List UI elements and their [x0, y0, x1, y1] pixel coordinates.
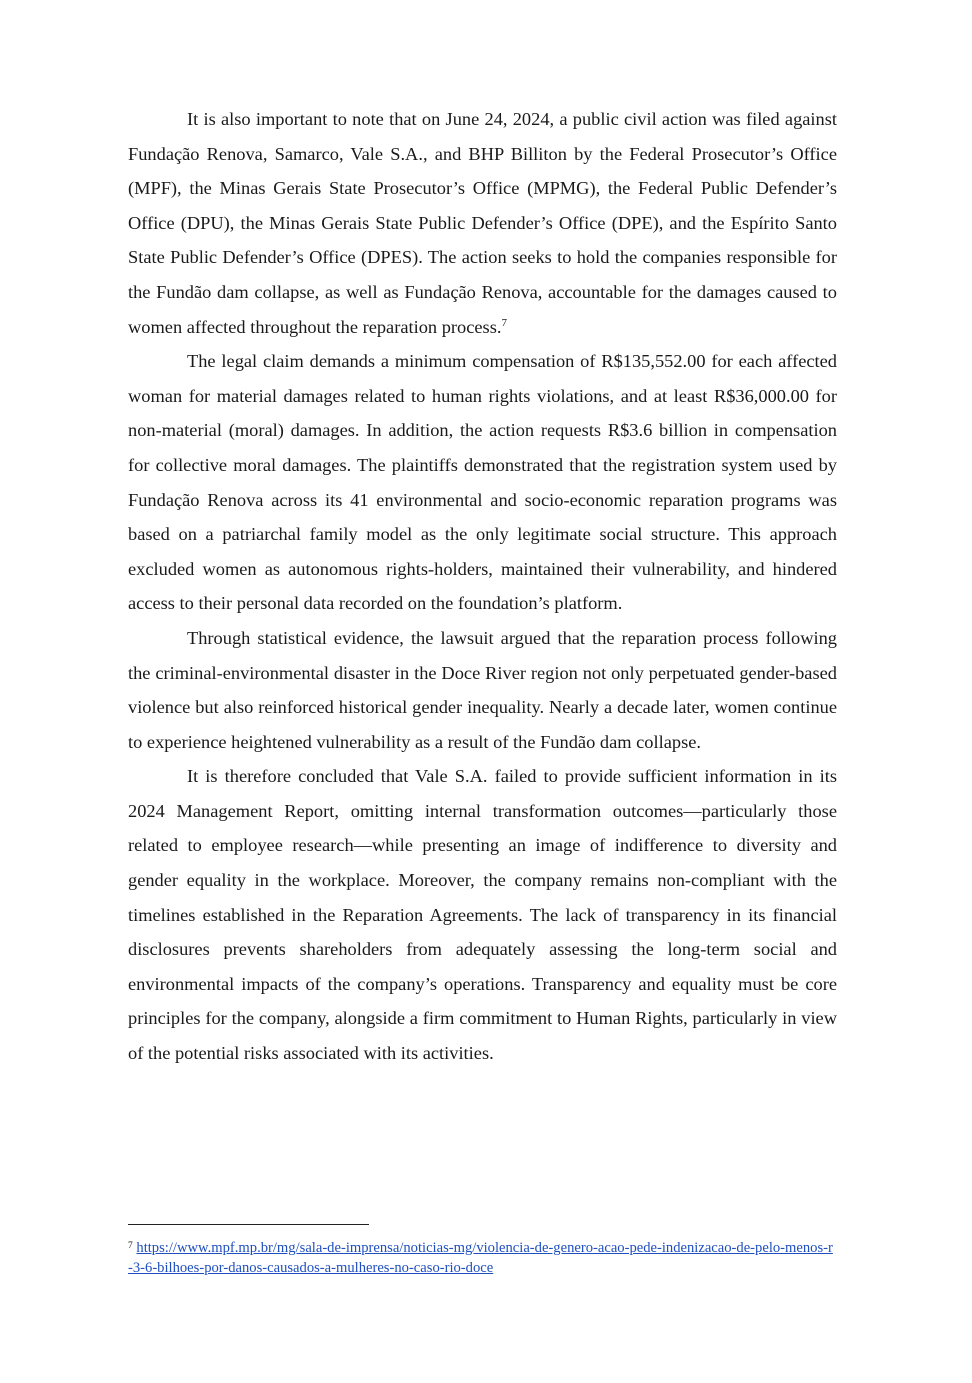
paragraph-public-civil-action	[128, 102, 837, 344]
paragraph-statistical-evidence: Through statistical evidence, the lawsuit argued that the reparation process following the criminal-environmental disaster in the Doce River region not only perpetuated gender-based violence but also reinforced historical gender inequality. Nearly a decade later, women continue to experience heightened vulnerability as a result of the Fundão dam collapse.	[128, 627, 837, 752]
footnote-link[interactable]: https://www.mpf.mp.br/mg/sala-de-imprensa/noticias-mg/violencia-de-genero-acao-pede-indenizacao-de-pelo-menos-r-3-6-bilhoes-por-danos-causados-a-mulheres-no-caso-rio-doce	[128, 1240, 833, 1276]
paragraph-text: It is also important to note that on June 24, 2024, a public civil action was filed against Fundação Renova, Samarco, Vale S.A., and BHP Billiton by the Federal Prosecutor’s Office (MPF), the Minas Gerais State Prosecutor’s Office (MPMG), the Federal Public Defender’s Office (DPU), the Minas Gerais State Public Defender’s Office (DPE), and the Espírito Santo State Public Defender’s Office (DPES). The action seeks to hold the companies responsible for the Fundão dam collapse, as well as Fundação Renova, accountable for the damages caused to women affected throughout the reparation process.	[128, 109, 837, 337]
paragraph-conclusion: It is therefore concluded that Vale S.A. failed to provide sufficient information in its 2024 Management Report, omitting internal transformation outcomes—particularly those related to employee research—while presenting an image of indifference to diversity and gender equality in the workplace. Moreover, the company remains non-compliant with the timelines established in the Reparation Agreements. The lack of transparency in its financial disclosures prevents shareholders from adequately assessing the long-term social and environmental impacts of the company’s operations. Transparency and equality must be core principles for the company, alongside a firm commitment to Human Rights, particularly in view of the potential risks associated with its activities.	[128, 766, 837, 1064]
paragraph-legal-claim: The legal claim demands a minimum compensation of R$135,552.00 for each affected woman for material damages related to human rights violations, and at least R$36,000.00 for non-material (moral) damages. In addition, the action requests R$3.6 billion in compensation for collective moral damages. The plaintiffs demonstrated that the registration system used by Fundação Renova across its 41 environmental and socio-economic reparation programs was based on a patriarchal family model as the only legitimate social structure. This approach excluded women as autonomous rights-holders, maintained their vulnerability, and hindered access to their personal data recorded on the foundation’s platform.	[128, 351, 837, 614]
footnote-separator	[128, 1224, 369, 1225]
footnote-mark: 7	[128, 1241, 133, 1251]
footnote	[128, 1236, 837, 1278]
document-body	[128, 102, 837, 1071]
footnote-reference[interactable]: 7	[501, 316, 507, 329]
